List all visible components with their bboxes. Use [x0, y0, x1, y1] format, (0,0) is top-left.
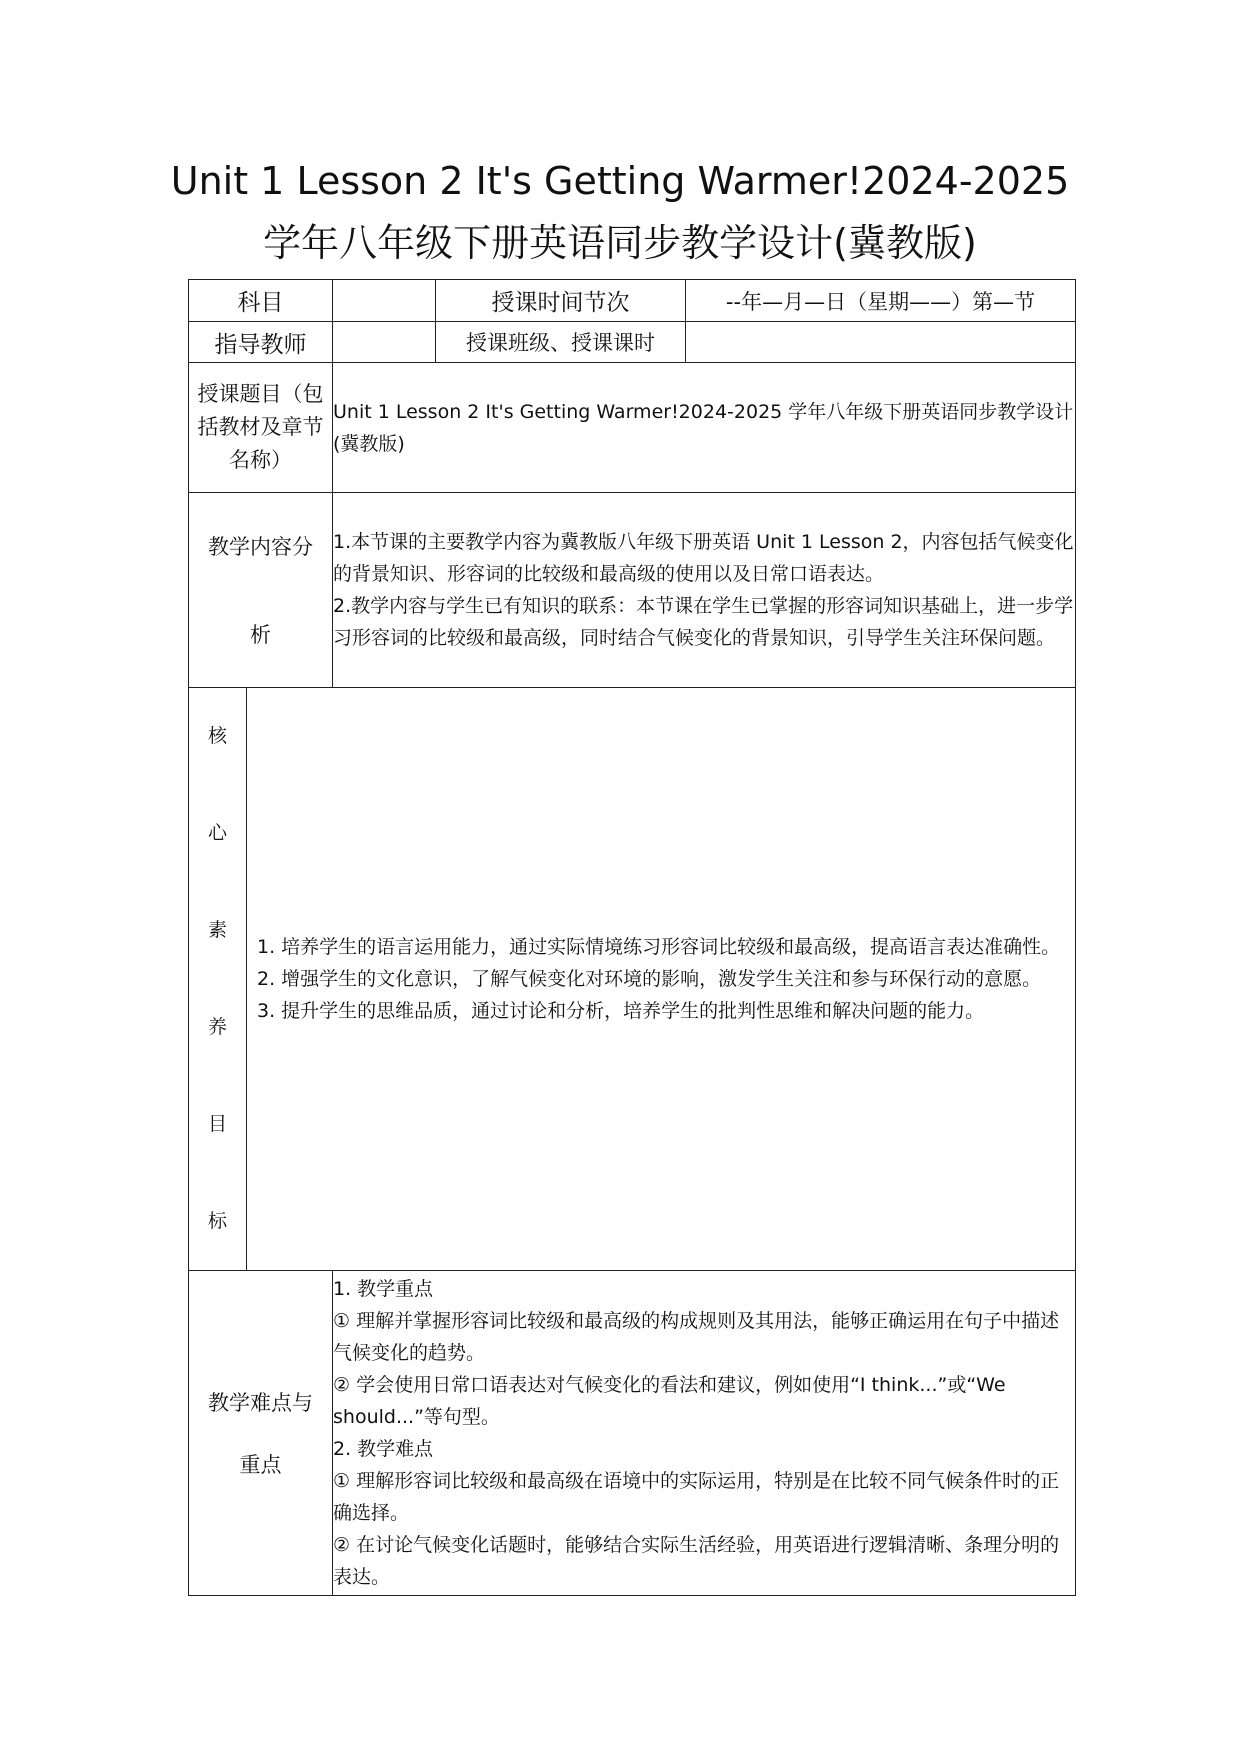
key-paragraph: ① 理解并掌握形容词比较级和最高级的构成规则及其用法，能够正确运用在句子中描述气候变化的趋势。 [333, 1310, 1060, 1364]
content-paragraph: 2.教学内容与学生已有知识的联系：本节课在学生已掌握的形容词知识基础上，进一步学习形容词的比较级和最高级，同时结合气候变化的背景知识，引导学生关注环保问题。 [333, 595, 1074, 649]
class-value [686, 322, 1076, 363]
key-paragraph: 1. 教学重点 [333, 1278, 434, 1300]
core-paragraph: 3. 提升学生的思维品质，通过讨论和分析，培养学生的批判性思维和解决问题的能力。 [257, 1000, 985, 1022]
document-title: Unit 1 Lesson 2 It's Getting Warmer!2024-2025 学年八年级下册英语同步教学设计(冀教版) [170, 159, 1070, 265]
content-paragraph: 1.本节课的主要教学内容为冀教版八年级下册英语 Unit 1 Lesson 2，内容包括气候变化的背景知识、形容词的比较级和最高级的使用以及日常口语表达。 [333, 531, 1074, 585]
row-key-points [189, 1271, 1076, 1596]
content-analysis-text [333, 493, 1076, 688]
key-points-text [333, 1271, 1076, 1596]
key-paragraph: 2. 教学难点 [333, 1438, 434, 1460]
key-paragraph: ② 在讨论气候变化话题时，能够结合实际生活经验，用英语进行逻辑清晰、条理分明的表达。 [333, 1534, 1060, 1588]
row-teacher [189, 322, 1076, 363]
core-label-char: 素 [207, 919, 227, 941]
core-paragraph: 1. 培养学生的语言运用能力，通过实际情境练习形容词比较级和最高级，提高语言表达准确性。 [257, 936, 1061, 958]
core-label-char: 核 [207, 725, 227, 747]
core-label-char: 心 [207, 822, 227, 844]
row-content-analysis [189, 493, 1076, 688]
teacher-value [333, 322, 436, 363]
core-literacy-text [247, 688, 1076, 1271]
subject-value [333, 280, 436, 322]
row-topic [189, 363, 1076, 493]
core-label-char: 标 [207, 1210, 227, 1232]
time-value: --年—月—日（星期——）第—节 [686, 280, 1076, 322]
core-label-char: 养 [207, 1016, 227, 1038]
key-paragraph: ① 理解形容词比较级和最高级在语境中的实际运用，特别是在比较不同气候条件时的正确选择。 [333, 1470, 1060, 1524]
content-analysis-label: 教学内容分 析 [189, 493, 333, 688]
topic-value: Unit 1 Lesson 2 It's Getting Warmer!2024-2025 学年八年级下册英语同步教学设计(冀教版) [333, 363, 1076, 493]
row-core-literacy [189, 688, 1076, 1271]
lesson-plan-table [188, 279, 1076, 1596]
core-literacy-label [189, 688, 247, 1271]
key-paragraph: ② 学会使用日常口语表达对气候变化的看法和建议，例如使用“I think...”或“We should...”等句型。 [333, 1374, 1006, 1428]
row-subject [189, 280, 1076, 322]
core-label-char: 目 [207, 1113, 227, 1135]
time-label: 授课时间节次 [436, 280, 686, 322]
subject-label: 科目 [189, 280, 333, 322]
key-points-label: 教学难点与 重点 [189, 1271, 333, 1596]
topic-label: 授课题目（包括教材及章节名称） [189, 363, 333, 493]
core-paragraph: 2. 增强学生的文化意识，了解气候变化对环境的影响，激发学生关注和参与环保行动的意愿。 [257, 968, 1042, 990]
class-label: 授课班级、授课课时 [436, 322, 686, 363]
teacher-label: 指导教师 [189, 322, 333, 363]
